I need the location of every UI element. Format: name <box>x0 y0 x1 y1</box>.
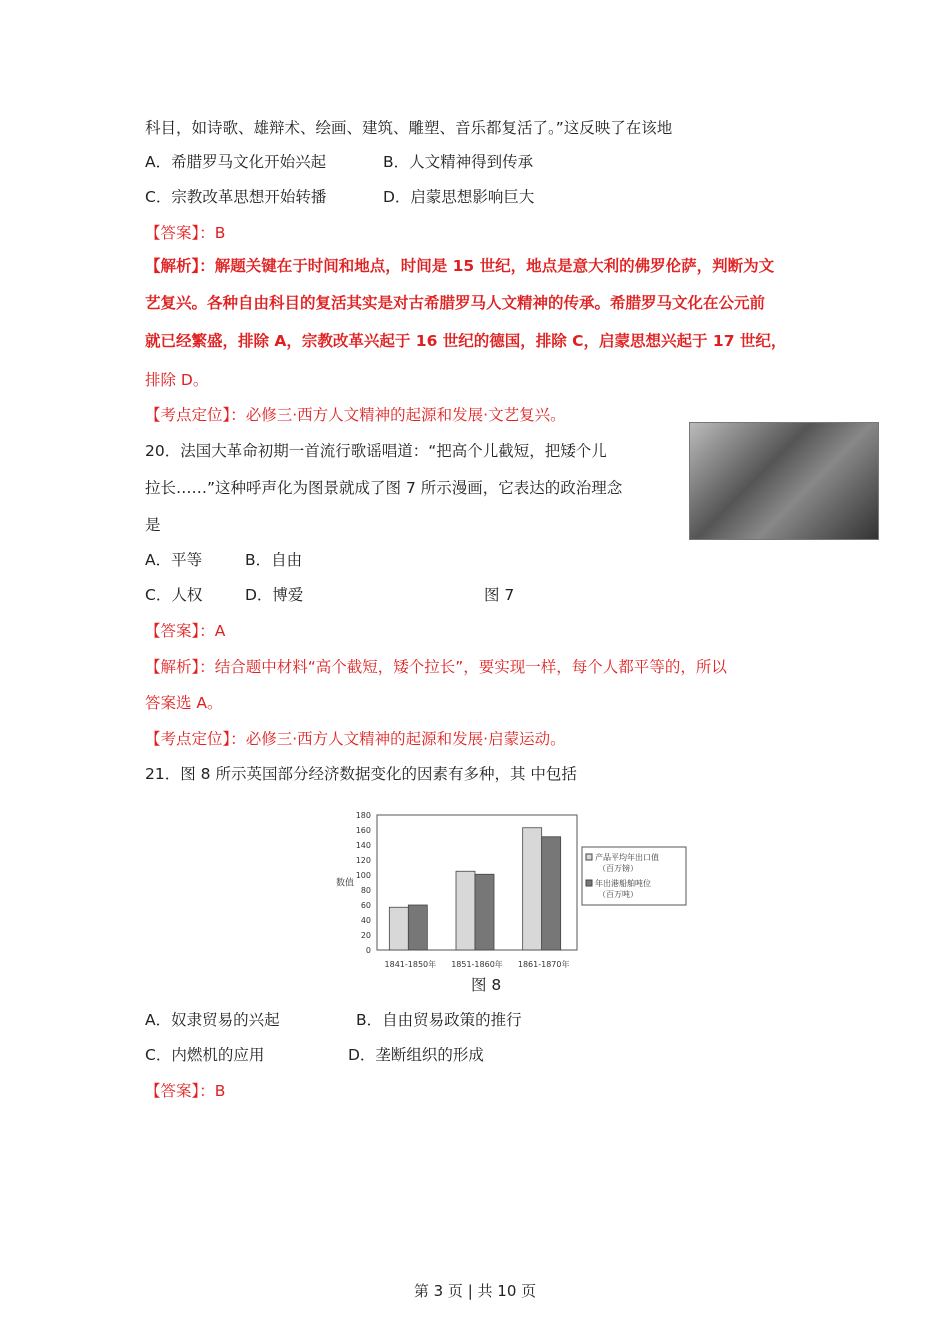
figure-7-cartoon-image <box>689 422 879 540</box>
legend-label: 年出港船舶吨位 <box>595 879 651 888</box>
y-tick-label: 160 <box>355 826 371 835</box>
y-axis-label: 数值 <box>336 878 355 889</box>
legend-swatch <box>586 854 592 860</box>
q19-option-d: D．启蒙思想影响巨大 <box>383 188 535 206</box>
legend-unit: （百万镑） <box>598 864 638 873</box>
q21-option-d: D．垄断组织的形成 <box>348 1046 484 1064</box>
x-tick-label: 1851-1860年 <box>451 960 503 969</box>
y-tick-label: 80 <box>360 886 371 895</box>
q19-analysis-1: 【解析】：解题关键在于时间和地点，时间是 15 世纪，地点是意大利的佛罗伦萨，判断为文 <box>145 257 775 275</box>
q20-stem-3: 是 <box>145 516 161 534</box>
y-tick-label: 140 <box>355 841 371 850</box>
x-tick-label: 1841-1850年 <box>384 960 437 969</box>
q19-knowledge-point: 【考点定位】：必修三·西方人文精神的起源和发展·文艺复兴。 <box>145 406 566 424</box>
q21-option-c: C．内燃机的应用 <box>145 1046 265 1064</box>
y-tick-label: 60 <box>360 901 371 910</box>
q19-option-c: C．宗教改革思想开始转播 <box>145 188 327 206</box>
x-tick-label: 1861-1870年 <box>517 960 570 969</box>
y-tick-label: 100 <box>355 871 371 880</box>
q19-analysis-2: 艺复兴。各种自由科目的复活其实是对古希腊罗马人文精神的传承。希腊罗马文化在公元前 <box>145 294 766 312</box>
figure-8-caption: 图 8 <box>471 976 502 994</box>
y-tick-label: 40 <box>360 916 371 925</box>
q20-analysis-2: 答案选 A。 <box>145 694 223 712</box>
figure-7-caption: 图 7 <box>484 586 515 604</box>
bar-tonnage <box>408 905 427 950</box>
q19-analysis-3: 就已经繁盛，排除 A，宗教改革兴起于 16 世纪的德国，排除 C，启蒙思想兴起于 17 世纪， <box>145 332 787 350</box>
y-tick-label: 120 <box>355 856 371 865</box>
q19-option-a: A．希腊罗马文化开始兴起 <box>145 153 327 171</box>
bar-export <box>523 828 542 950</box>
q20-stem-2: 拉长……”这种呼声化为图景就成了图 7 所示漫画，它表达的政治理念 <box>145 479 623 497</box>
legend-swatch <box>586 880 592 886</box>
q21-option-a: A．奴隶贸易的兴起 <box>145 1011 280 1029</box>
q20-stem-1: 20．法国大革命初期一首流行歌谣唱道：“把高个儿截短，把矮个儿 <box>145 442 607 460</box>
legend-label: 产品平均年出口值 <box>595 853 659 862</box>
q19-analysis-4: 排除 D。 <box>145 371 209 389</box>
q19-option-b: B．人文精神得到传承 <box>383 153 534 171</box>
figure-8-bar-chart <box>330 805 700 975</box>
q20-analysis-1: 【解析】：结合题中材料“高个截短，矮个拉长”，要实现一样，每个人都平等的，所以 <box>145 658 727 676</box>
bar-export <box>456 871 475 950</box>
q20-option-d: D．博爱 <box>245 586 304 604</box>
bar-tonnage <box>475 874 494 950</box>
q20-option-b: B．自由 <box>245 551 303 569</box>
y-tick-label: 0 <box>365 946 371 955</box>
q19-stem-end: 科目，如诗歌、雄辩术、绘画、建筑、雕塑、音乐都复活了。”这反映了在该地 <box>145 119 673 137</box>
q20-knowledge-point: 【考点定位】：必修三·西方人文精神的起源和发展·启蒙运动。 <box>145 730 566 748</box>
q20-option-a: A．平等 <box>145 551 203 569</box>
q19-answer: 【答案】：B <box>145 224 226 242</box>
bar-export <box>389 907 408 950</box>
q21-option-b: B．自由贸易政策的推行 <box>356 1011 522 1029</box>
q20-answer: 【答案】：A <box>145 622 226 640</box>
q21-answer: 【答案】：B <box>145 1082 226 1100</box>
q21-stem: 21．图 8 所示英国部分经济数据变化的因素有多种，其 中包括 <box>145 765 577 783</box>
legend-unit: （百万吨） <box>598 890 638 899</box>
bar-tonnage <box>542 837 561 950</box>
y-tick-label: 20 <box>360 931 371 940</box>
page-footer: 第 3 页 | 共 10 页 <box>413 1282 537 1300</box>
y-tick-label: 180 <box>355 811 371 820</box>
q20-option-c: C．人权 <box>145 586 203 604</box>
